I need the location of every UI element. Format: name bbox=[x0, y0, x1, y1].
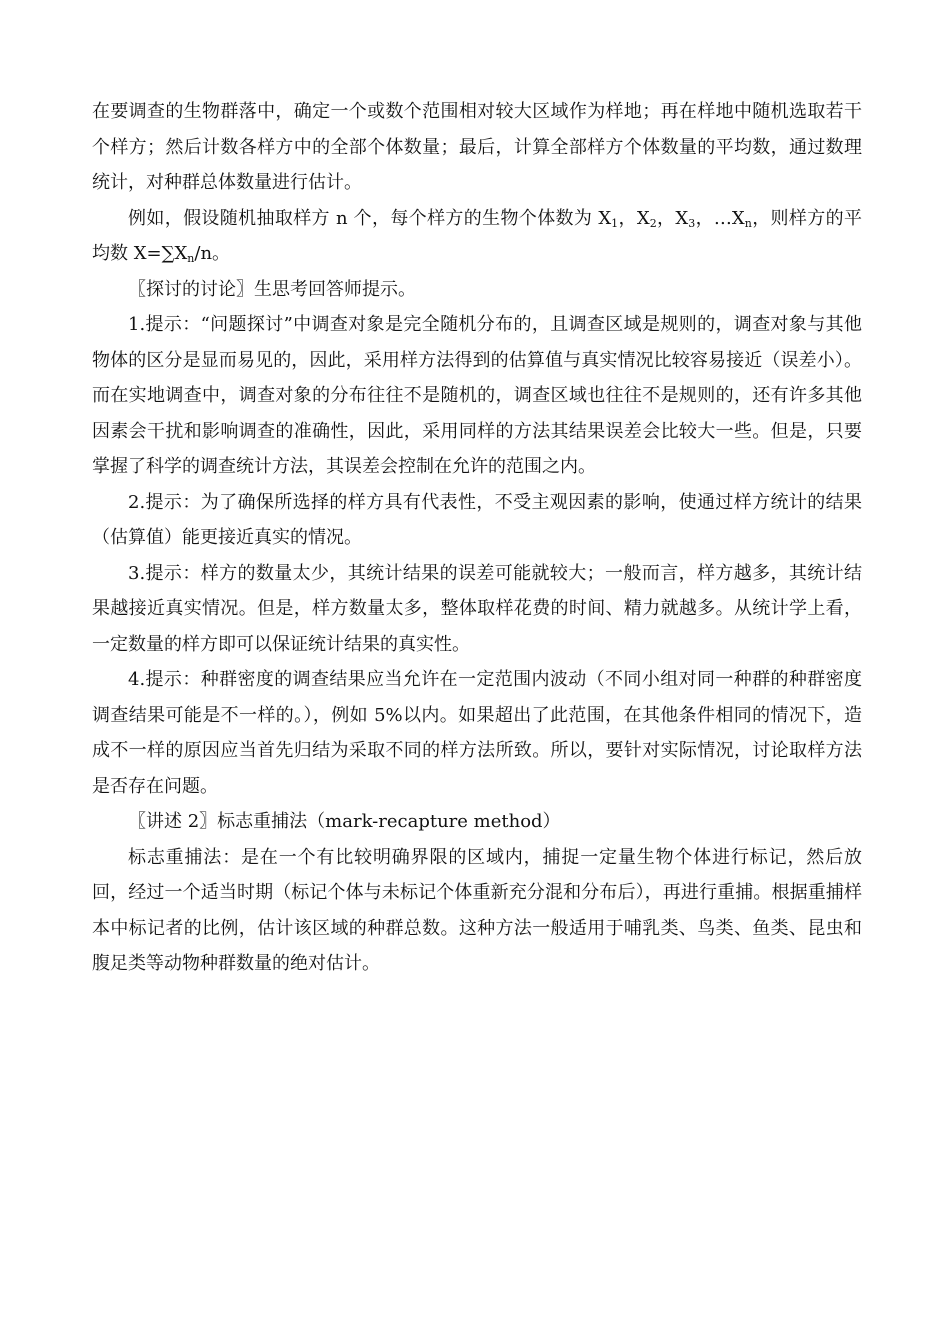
subscript-n: n bbox=[744, 216, 752, 230]
formula-text-e: ，则样方的平均数 X=∑X bbox=[92, 207, 862, 264]
hint-4: 4.提示：种群密度的调查结果应当允许在一定范围内波动（不同小组对同一种群的种群密度调查结果可能是不一样的。），例如 5%以内。如果超出了此范围，在其他条件相同的情况下，造成不一样的原因应当首先归结为采取不同的样方法所致。所以，要针对实际情况，讨论取样方法是否存在问题。 bbox=[92, 669, 862, 797]
subscript-n-2: n bbox=[187, 252, 195, 265]
formula-text-b: ，X bbox=[618, 207, 650, 229]
hint-1: 1.提示：“问题探讨”中调查对象是完全随机分布的，且调查区域是规则的，调查对象与其他物体的区分是显而易见的，因此，采用样方法得到的估算值与真实情况比较容易接近（误差小）。而在实地调查中，调查对象的分布往往不是随机的，调查区域也往往不是规则的，还有许多其他因素会干扰和影响调查的准确性，因此，采用同样的方法其结果误差会比较大一些。但是，只要掌握了科学的调查统计方法，其误差会控制在允许的范围之内。 bbox=[92, 314, 862, 477]
hint-3: 3.提示：样方的数量太少，其统计结果的误差可能就较大；一般而言，样方越多，其统计结果越接近真实情况。但是，样方数量太多，整体取样花费的时间、精力就越多。从统计学上看，一定数量的样方即可以保证统计结果的真实性。 bbox=[92, 562, 862, 655]
subscript-1: 1 bbox=[611, 216, 619, 230]
paragraph-sampling-method: 在要调查的生物群落中，确定一个或数个范围相对较大区域作为样地；再在样地中随机选取若干个样方；然后计数各样方中的全部个体数量；最后，计算全部样方个体数量的平均数，通过数理统计，对种群总体数量进行估计。 bbox=[92, 101, 862, 193]
section-heading-discussion: 〖探讨的讨论〗生思考回答师提示。 bbox=[128, 278, 416, 300]
paragraph-mark-recapture: 标志重捕法：是在一个有比较明确界限的区域内，捕捉一定量生物个体进行标记，然后放回，经过一个适当时期（标记个体与未标记个体重新充分混和分布后），再进行重捕。根据重捕样本中标记者的比例，估计该区域的种群总数。这种方法一般适用于哺乳类、鸟类、鱼类、昆虫和腹足类等动物种群数量的绝对估计。 bbox=[92, 846, 862, 974]
subscript-2: 2 bbox=[649, 216, 657, 230]
paragraph-example-formula bbox=[92, 201, 862, 272]
formula-text-c: ，X bbox=[656, 207, 689, 229]
hint-2: 2.提示：为了确保所选择的样方具有代表性，不受主观因素的影响，使通过样方统计的结果（估算值）能更接近真实的情况。 bbox=[92, 491, 862, 548]
document-page bbox=[92, 94, 862, 982]
formula-text-f: /n。 bbox=[194, 243, 231, 264]
section-heading-mark-recapture: 〖讲述 2〗标志重捕法（mark-recapture method） bbox=[128, 811, 561, 832]
formula-text-a: 例如，假设随机抽取样方 n 个，每个样方的生物个体数为 X bbox=[128, 207, 612, 229]
subscript-3: 3 bbox=[688, 216, 696, 230]
formula-text-d: ，…X bbox=[695, 207, 745, 229]
